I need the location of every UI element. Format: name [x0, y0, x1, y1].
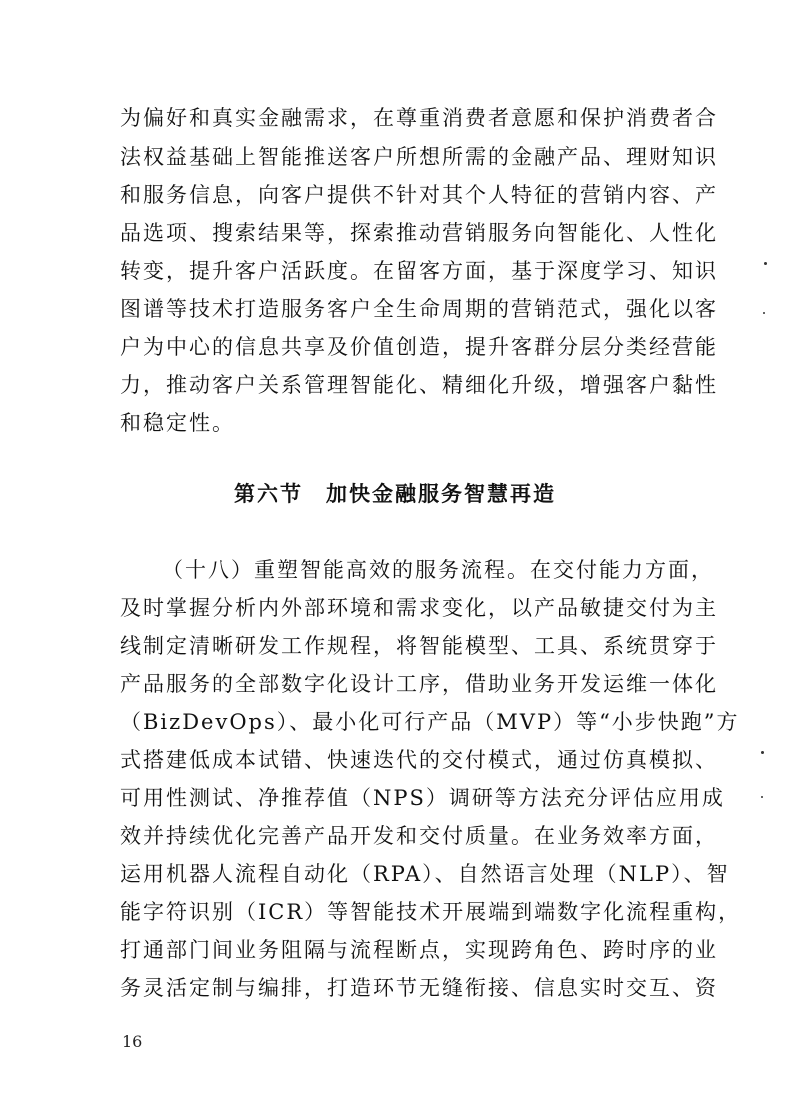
paragraph-line: 图谱等技术打造服务客户全生命周期的营销范式，强化以客: [120, 297, 718, 321]
paragraph-line: 能字符识别（ICR）等智能技术开展端到端数字化流程重构，: [120, 900, 742, 924]
section-heading: 第六节 加快金融服务智慧再造: [234, 481, 556, 506]
paragraph-line: 力，推动客户关系管理智能化、精细化升级，增强客户黏性: [120, 373, 718, 397]
paragraph-line: 可用性测试、净推荐值（NPS）调研等方法充分评估应用成: [120, 786, 725, 810]
paragraph-line: （十八）重塑智能高效的服务流程。在交付能力方面，: [162, 558, 714, 582]
paragraph-line: 和服务信息，向客户提供不针对其个人特征的营销内容、产: [120, 183, 718, 207]
paragraph-line: 法权益基础上智能推送客户所想所需的金融产品、理财知识: [120, 145, 718, 169]
scan-speck: [764, 262, 767, 265]
paragraph-line: 打通部门间业务阻隔与流程断点，实现跨角色、跨时序的业: [120, 938, 718, 962]
paragraph-line: 品选项、搜索结果等，探索推动营销服务向智能化、人性化: [120, 221, 718, 245]
paragraph-line: 户为中心的信息共享及价值创造，提升客群分层分类经营能: [120, 335, 718, 359]
paragraph-line: 转变，提升客户活跃度。在留客方面，基于深度学习、知识: [120, 259, 718, 283]
paragraph-line: 式搭建低成本试错、快速迭代的交付模式，通过仿真模拟、: [120, 748, 718, 772]
page-number: 16: [122, 1032, 143, 1051]
paragraph-line: 及时掌握分析内外部环境和需求变化，以产品敏捷交付为主: [120, 596, 718, 620]
scan-speck: [761, 751, 764, 754]
scan-speck: [761, 796, 763, 798]
paragraph-line: 为偏好和真实金融需求，在尊重消费者意愿和保护消费者合: [120, 106, 718, 130]
paragraph-line: 运用机器人流程自动化（RPA）、自然语言处理（NLP）、智: [120, 862, 730, 886]
paragraph-line: 线制定清晰研发工作规程，将智能模型、工具、系统贯穿于: [120, 634, 718, 658]
paragraph-line: 和稳定性。: [120, 411, 235, 435]
scan-speck: [763, 312, 765, 314]
paragraph-line: 产品服务的全部数字化设计工序，借助业务开发运维一体化: [120, 672, 718, 696]
paragraph-line: 务灵活定制与编排，打造环节无缝衔接、信息实时交互、资: [120, 976, 718, 1000]
paragraph-line: （BizDevOps）、最小化可行产品（MVP）等“小步快跑”方: [120, 710, 740, 734]
paragraph-line: 效并持续优化完善产品开发和交付质量。在业务效率方面，: [120, 824, 718, 848]
